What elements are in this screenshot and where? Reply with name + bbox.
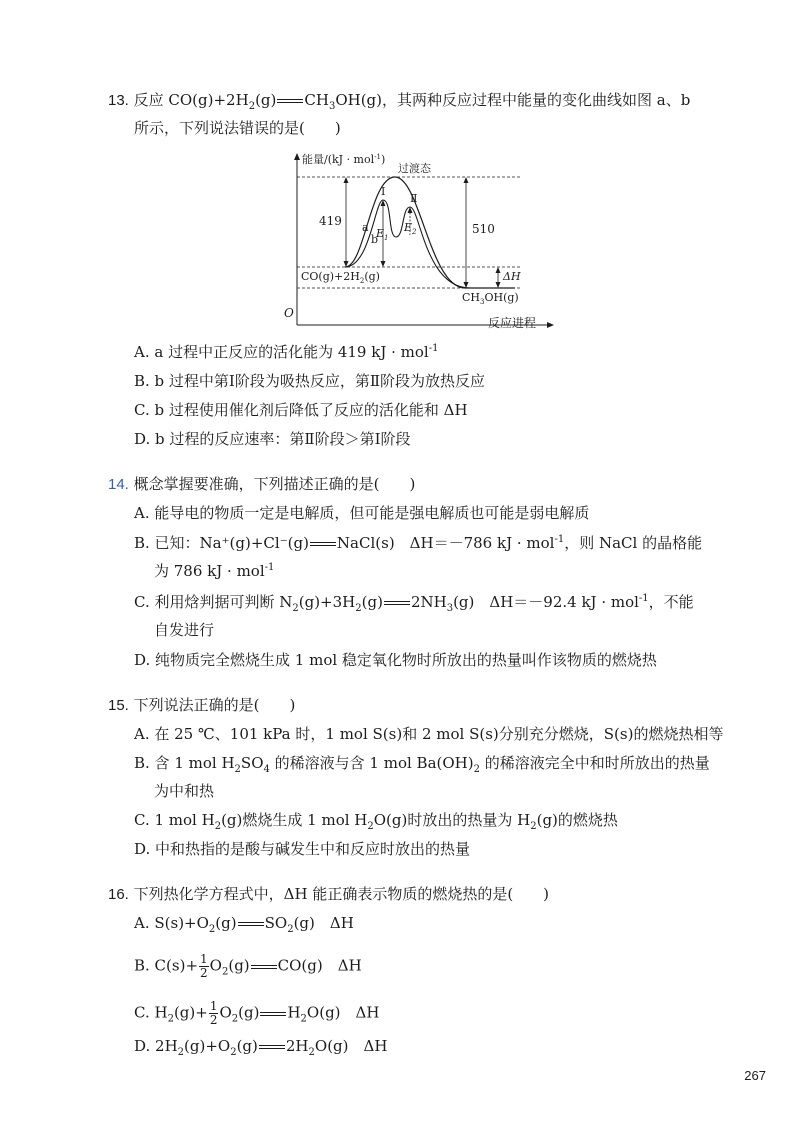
x-axis-arrow [547,322,554,328]
q15-option-b-line2: 为中和热 [154,782,215,800]
dh-label: ΔH [503,270,521,283]
equals-sign [277,99,303,103]
q15-stem: 15. 下列说法正确的是( ) [108,696,296,714]
value-419: 419 [319,214,342,228]
q13-line2: 所示，下列说法错误的是( ) [134,119,341,137]
q14-stem: 14. 概念掌握要准确，下列描述正确的是( ) [108,475,416,493]
x-axis-label: 反应进程 [488,316,537,330]
q13-option-b: B. b 过程中第Ⅰ阶段为吸热反应，第Ⅱ阶段为放热反应 [134,372,486,390]
q14-option-c-line1: C. 利用焓判据可判断 $N_2(g)+3H_2(g)$ $2NH_3(g)$ ΔH＝－92.4 kJ · mol$^{-1}$，不能 [134,593,694,614]
q15-number: 15. [108,697,129,714]
fraction-half: $\frac{1}{2}$ [200,952,208,980]
y-axis-arrow [294,153,300,160]
energy-diagram [270,145,570,335]
q13-option-c: C. b 过程使用催化剂后降低了反应的活化能和 ΔH [134,401,468,419]
q16-option-c: C. $H_2(g)+$ $\frac{1}{2}$ $O_2(g)$ $H_2O(g)$ ΔH [134,999,380,1027]
q15-option-c: C. 1 mol $H_2(g)$燃烧生成 1 mol $H_2O(g)$时放出的热量为 $H_2(g)$的燃烧热 [134,811,618,832]
q13-option-a: A. a 过程中正反应的活化能为 419 kJ · mol$^{-1}$ [134,343,439,361]
curve-a-label: a [362,221,369,234]
q14-option-a: A. 能导电的物质一定是电解质，但可能是强电解质也可能是弱电解质 [134,504,590,522]
q13-number: 13. [108,92,129,109]
q15-option-d: D. 中和热指的是酸与碱发生中和反应时放出的热量 [134,840,471,858]
transition-label: 过渡态 [398,162,431,175]
q16-option-a: A. $S(s)+O_2(g)$ $SO_2(g)$ ΔH [134,914,354,935]
e2-label: $E_2$ [404,221,417,236]
q14-option-d: D. 纯物质完全燃烧生成 1 mol 稳定氧化物时所放出的热量叫作该物质的燃烧热 [134,651,657,669]
stage2-label: Ⅱ [410,192,418,205]
value-510: 510 [472,222,495,236]
q16-stem: 16. 下列热化学方程式中，ΔH 能正确表示物质的燃烧热的是( ) [108,885,550,903]
stage1-label: Ⅰ [381,185,386,198]
q15-option-a: A. 在 25 ℃、101 kPa 时，1 mol S(s)和 2 mol S(s)分别充分燃烧，S(s)的燃烧热相等 [134,725,724,743]
q16-option-d: D. $2H_2(g)+O_2(g)$ $2H_2O(g)$ ΔH [134,1037,388,1058]
q16-option-b: B. C(s)+ $\frac{1}{2}$ $O_2(g)$ CO(g) ΔH [134,952,362,980]
origin-label: O [284,306,294,320]
q13-line1: 13. 反应 $CO(g)+2H_2(g)$ $CH_3OH(g)$，其两种反应过程中能量的变化曲线如图 a、b [108,91,691,112]
q14-option-b-line1: B. 已知：Na⁺(g)+Cl⁻(g) NaCl(s) ΔH＝－786 kJ · mol$^{-1}$，则 NaCl 的晶格能 [134,534,703,552]
y-axis-label: 能量/(kJ · mol$^{-1}$) [302,153,386,166]
q15-option-b-line1: B. 含 1 mol $H_2SO_4$ 的稀溶液与含 1 mol $Ba(OH)_2$ 的稀溶液完全中和时所放出的热量 [134,754,710,775]
q14-number: 14. [108,476,129,493]
e1-label: $E_1$ [376,227,389,242]
reactant-label: $CO(g)+2H_2(g)$ [301,270,380,285]
page-number: 267 [744,1068,766,1083]
product-label: $CH_3OH(g)$ [462,291,519,306]
q14-option-c-line2: 自发进行 [154,621,215,639]
q16-number: 16. [108,886,129,903]
q14-option-b-line2: 为 786 kJ · mol$^{-1}$ [154,562,275,580]
curve-b-label: b [371,233,379,246]
q13-option-d: D. b 过程的反应速率：第Ⅱ阶段＞第Ⅰ阶段 [134,430,411,448]
fraction-half: $\frac{1}{2}$ [209,999,218,1027]
